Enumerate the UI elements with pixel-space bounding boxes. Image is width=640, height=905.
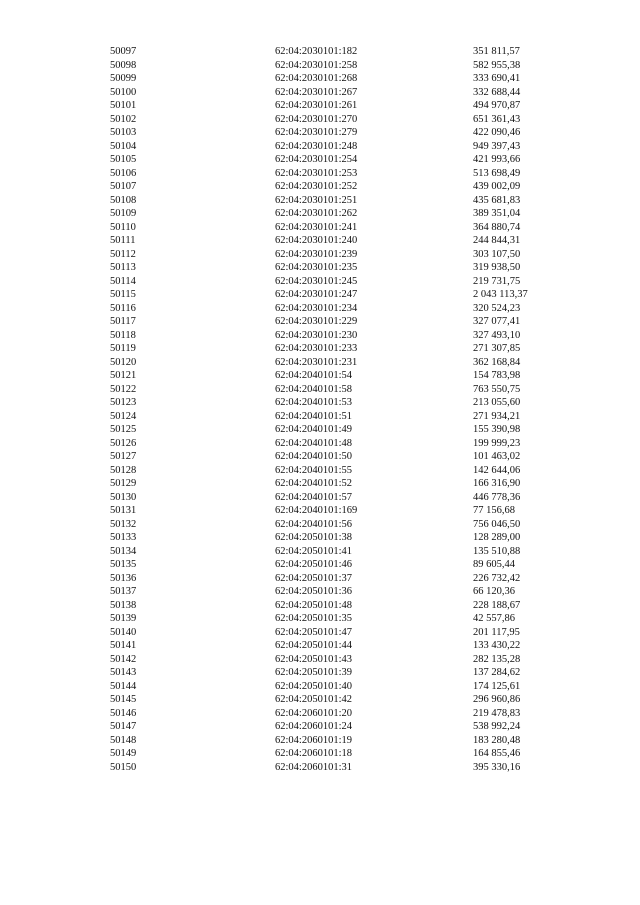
cadastral-number: 62:04:2030101:239 (275, 248, 358, 260)
cadastral-value: 538 992,24 (473, 721, 521, 732)
row-id: 50111 (110, 235, 136, 246)
table-row (110, 599, 590, 613)
cadastral-number: 62:04:2030101:247 (275, 289, 358, 300)
row-id: 50145 (110, 694, 137, 705)
table-row (110, 207, 590, 221)
cadastral-number: 62:04:2030101:230 (275, 329, 358, 341)
cadastral-number: 62:04:2030101:252 (275, 181, 358, 192)
cadastral-number: 62:04:2050101:41 (275, 545, 353, 557)
table-row (110, 261, 590, 275)
cadastral-number: 62:04:2050101:35 (275, 613, 353, 624)
row-id: 50127 (110, 451, 137, 462)
cadastral-number: 62:04:2030101:261 (275, 100, 358, 111)
cadastral-number: 62:04:2030101:268 (275, 73, 358, 84)
cadastral-number: 62:04:2050101:46 (275, 559, 353, 570)
cadastral-value: 296 960,86 (473, 694, 521, 705)
row-id: 50105 (110, 154, 137, 165)
cadastral-value: 513 698,49 (473, 167, 521, 179)
cadastral-value: 219 731,75 (473, 275, 521, 287)
row-id: 50138 (110, 599, 137, 611)
cadastral-number: 62:04:2030101:182 (275, 46, 358, 57)
row-id: 50142 (110, 653, 137, 665)
table-row (110, 410, 590, 424)
cadastral-value: 389 351,04 (473, 208, 521, 219)
cadastral-number: 62:04:2060101:24 (275, 721, 353, 732)
cadastral-number: 62:04:2040101:50 (275, 451, 353, 462)
cadastral-value: 174 125,61 (473, 680, 521, 692)
cadastral-number: 62:04:2030101:258 (275, 59, 358, 71)
table-row (110, 59, 590, 73)
row-id: 50099 (110, 73, 137, 84)
cadastral-value: 66 120,36 (473, 586, 515, 597)
cadastral-value: 154 783,98 (473, 370, 521, 381)
cadastral-value: 213 055,60 (473, 397, 521, 408)
row-id: 50147 (110, 721, 137, 732)
cadastral-number: 62:04:2050101:36 (275, 586, 353, 597)
cadastral-value: 651 361,43 (473, 113, 521, 125)
row-id: 50113 (110, 262, 136, 273)
table-row (110, 113, 590, 127)
table-row (110, 356, 590, 370)
row-id: 50150 (110, 761, 137, 773)
table-row (110, 234, 590, 248)
table-row (110, 747, 590, 761)
row-id: 50115 (110, 289, 136, 300)
cadastral-value: 320 524,23 (473, 302, 521, 314)
table-row (110, 423, 590, 437)
cadastral-number: 62:04:2030101:233 (275, 343, 358, 354)
cadastral-value: 101 463,02 (473, 451, 521, 462)
table-row (110, 369, 590, 383)
row-id: 50110 (110, 221, 136, 233)
cadastral-value: 89 605,44 (473, 559, 515, 570)
row-id: 50139 (110, 613, 137, 624)
table-row (110, 342, 590, 356)
cadastral-number: 62:04:2030101:240 (275, 235, 358, 246)
cadastral-number: 62:04:2030101:245 (275, 275, 358, 287)
cadastral-value: 271 934,21 (473, 410, 521, 422)
cadastral-number: 62:04:2050101:44 (275, 640, 353, 651)
cadastral-value: 137 284,62 (473, 667, 521, 678)
cadastral-value: 201 117,95 (473, 626, 520, 638)
row-id: 50109 (110, 208, 137, 219)
cadastral-number: 62:04:2050101:39 (275, 667, 353, 678)
cadastral-value: 42 557,86 (473, 613, 515, 624)
cadastral-number: 62:04:2040101:55 (275, 464, 353, 476)
table-row (110, 302, 590, 316)
table-row (110, 383, 590, 397)
table-row (110, 477, 590, 491)
row-id: 50144 (110, 680, 137, 692)
cadastral-number: 62:04:2050101:48 (275, 599, 353, 611)
table-row (110, 693, 590, 707)
row-id: 50098 (110, 59, 137, 71)
cadastral-value: 327 493,10 (473, 329, 521, 341)
cadastral-value: 421 993,66 (473, 154, 521, 165)
row-id: 50119 (110, 343, 136, 354)
cadastral-value: 319 938,50 (473, 262, 521, 273)
table-row (110, 734, 590, 748)
row-id: 50135 (110, 559, 137, 570)
cadastral-value: 332 688,44 (473, 86, 521, 98)
row-id: 50141 (110, 640, 137, 651)
cadastral-number: 62:04:2030101:267 (275, 86, 358, 98)
cadastral-number: 62:04:2040101:51 (275, 410, 353, 422)
table-row (110, 86, 590, 100)
row-id: 50103 (110, 127, 137, 138)
table-row (110, 140, 590, 154)
cadastral-value: 351 811,57 (473, 46, 520, 57)
table-row (110, 626, 590, 640)
cadastral-number: 62:04:2060101:20 (275, 707, 353, 719)
cadastral-number: 62:04:2030101:248 (275, 140, 358, 152)
cadastral-value: 303 107,50 (473, 248, 521, 260)
table-row (110, 45, 590, 59)
cadastral-value: 199 999,23 (473, 437, 521, 449)
cadastral-value: 2 043 113,37 (473, 289, 528, 300)
row-id: 50146 (110, 707, 137, 719)
cadastral-number: 62:04:2030101:262 (275, 208, 358, 219)
cadastral-number: 62:04:2030101:251 (275, 194, 358, 206)
row-id: 50124 (110, 410, 137, 422)
row-id: 50132 (110, 518, 137, 530)
cadastral-number: 62:04:2040101:53 (275, 397, 353, 408)
row-id: 50134 (110, 545, 137, 557)
table-row (110, 720, 590, 734)
table-row (110, 518, 590, 532)
row-id: 50104 (110, 140, 137, 152)
cadastral-number: 62:04:2030101:235 (275, 262, 358, 273)
cadastral-value: 135 510,88 (473, 545, 521, 557)
table-row (110, 450, 590, 464)
row-id: 50116 (110, 302, 136, 314)
row-id: 50118 (110, 329, 136, 341)
table-row (110, 315, 590, 329)
row-id: 50100 (110, 86, 137, 98)
cadastral-number: 62:04:2040101:54 (275, 370, 353, 381)
table-row (110, 194, 590, 208)
cadastral-value: 183 280,48 (473, 734, 521, 746)
row-id: 50121 (110, 370, 137, 381)
cadastral-value: 327 077,41 (473, 316, 521, 327)
table-row (110, 248, 590, 262)
table-row (110, 612, 590, 626)
row-id: 50128 (110, 464, 137, 476)
row-id: 50120 (110, 356, 137, 368)
cadastral-number: 62:04:2060101:19 (275, 734, 353, 746)
row-id: 50140 (110, 626, 137, 638)
cadastral-number: 62:04:2030101:231 (275, 356, 358, 368)
cadastral-number: 62:04:2030101:253 (275, 167, 358, 179)
table-row (110, 531, 590, 545)
cadastral-value: 333 690,41 (473, 73, 521, 84)
cadastral-value: 582 955,38 (473, 59, 521, 71)
row-id: 50108 (110, 194, 137, 206)
table-row (110, 666, 590, 680)
row-id: 50114 (110, 275, 136, 287)
cadastral-value: 282 135,28 (473, 653, 521, 665)
cadastral-value: 422 090,46 (473, 127, 521, 138)
table-row (110, 72, 590, 86)
cadastral-value: 244 844,31 (473, 235, 521, 246)
cadastral-value: 756 046,50 (473, 518, 521, 530)
table-row (110, 491, 590, 505)
cadastral-value: 219 478,83 (473, 707, 521, 719)
table-row (110, 167, 590, 181)
table-row (110, 680, 590, 694)
table-row (110, 396, 590, 410)
cadastral-value: 142 644,06 (473, 464, 521, 476)
table-row (110, 558, 590, 572)
cadastral-value: 155 390,98 (473, 424, 521, 435)
row-id: 50102 (110, 113, 137, 125)
table-row (110, 653, 590, 667)
row-id: 50106 (110, 167, 137, 179)
row-id: 50136 (110, 572, 137, 584)
cadastral-value: 494 970,87 (473, 100, 521, 111)
table-row (110, 153, 590, 167)
cadastral-value: 763 550,75 (473, 383, 521, 395)
cadastral-number: 62:04:2030101:270 (275, 113, 358, 125)
cadastral-value: 362 168,84 (473, 356, 521, 368)
row-id: 50137 (110, 586, 137, 597)
table-row (110, 275, 590, 289)
row-id: 50148 (110, 734, 137, 746)
table-row (110, 707, 590, 721)
cadastral-number: 62:04:2030101:241 (275, 221, 358, 233)
cadastral-number: 62:04:2050101:37 (275, 572, 353, 584)
cadastral-value: 364 880,74 (473, 221, 521, 233)
cadastral-value: 446 778,36 (473, 491, 521, 503)
table-row (110, 761, 590, 775)
row-id: 50143 (110, 667, 137, 678)
table-row (110, 180, 590, 194)
cadastral-value: 435 681,83 (473, 194, 521, 206)
table-row (110, 464, 590, 478)
cadastral-number: 62:04:2050101:38 (275, 532, 353, 543)
cadastral-value: 77 156,68 (473, 505, 515, 516)
row-id: 50123 (110, 397, 137, 408)
cadastral-value: 226 732,42 (473, 572, 521, 584)
cadastral-number: 62:04:2050101:47 (275, 626, 353, 638)
table-row (110, 437, 590, 451)
cadastral-value: 271 307,85 (473, 343, 521, 354)
cadastral-number: 62:04:2030101:229 (275, 316, 358, 327)
table-row (110, 585, 590, 599)
cadastral-value: 228 188,67 (473, 599, 521, 611)
cadastral-value: 395 330,16 (473, 761, 521, 773)
row-id: 50133 (110, 532, 137, 543)
row-id: 50101 (110, 100, 137, 111)
cadastral-value: 164 855,46 (473, 748, 521, 759)
row-id: 50149 (110, 748, 137, 759)
row-id: 50122 (110, 383, 137, 395)
row-id: 50130 (110, 491, 137, 503)
cadastral-number: 62:04:2030101:254 (275, 154, 358, 165)
table-row (110, 126, 590, 140)
cadastral-number: 62:04:2030101:234 (275, 302, 358, 314)
row-id: 50131 (110, 505, 137, 516)
cadastral-number: 62:04:2050101:43 (275, 653, 353, 665)
cadastral-number: 62:04:2060101:31 (275, 761, 353, 773)
row-id: 50112 (110, 248, 136, 260)
cadastral-number: 62:04:2050101:40 (275, 680, 353, 692)
table-row (110, 572, 590, 586)
table-row (110, 504, 590, 518)
cadastral-value: 949 397,43 (473, 140, 521, 152)
cadastral-value: 439 002,09 (473, 181, 521, 192)
cadastral-number: 62:04:2040101:56 (275, 518, 353, 530)
cadastral-number: 62:04:2060101:18 (275, 748, 353, 759)
row-id: 50117 (110, 316, 136, 327)
row-id: 50125 (110, 424, 137, 435)
table-row (110, 99, 590, 113)
cadastral-number: 62:04:2040101:48 (275, 437, 353, 449)
row-id: 50097 (110, 46, 137, 57)
data-table (110, 45, 590, 774)
cadastral-value: 133 430,22 (473, 640, 521, 651)
table-row (110, 329, 590, 343)
table-row (110, 545, 590, 559)
cadastral-number: 62:04:2040101:52 (275, 478, 353, 489)
row-id: 50126 (110, 437, 137, 449)
row-id: 50129 (110, 478, 137, 489)
row-id: 50107 (110, 181, 137, 192)
cadastral-number: 62:04:2040101:49 (275, 424, 353, 435)
cadastral-number: 62:04:2030101:279 (275, 127, 358, 138)
table-row (110, 639, 590, 653)
cadastral-number: 62:04:2040101:58 (275, 383, 353, 395)
table-row (110, 221, 590, 235)
cadastral-number: 62:04:2050101:42 (275, 694, 353, 705)
cadastral-value: 128 289,00 (473, 532, 521, 543)
table-row (110, 288, 590, 302)
cadastral-value: 166 316,90 (473, 478, 521, 489)
cadastral-number: 62:04:2040101:169 (275, 505, 358, 516)
cadastral-number: 62:04:2040101:57 (275, 491, 353, 503)
